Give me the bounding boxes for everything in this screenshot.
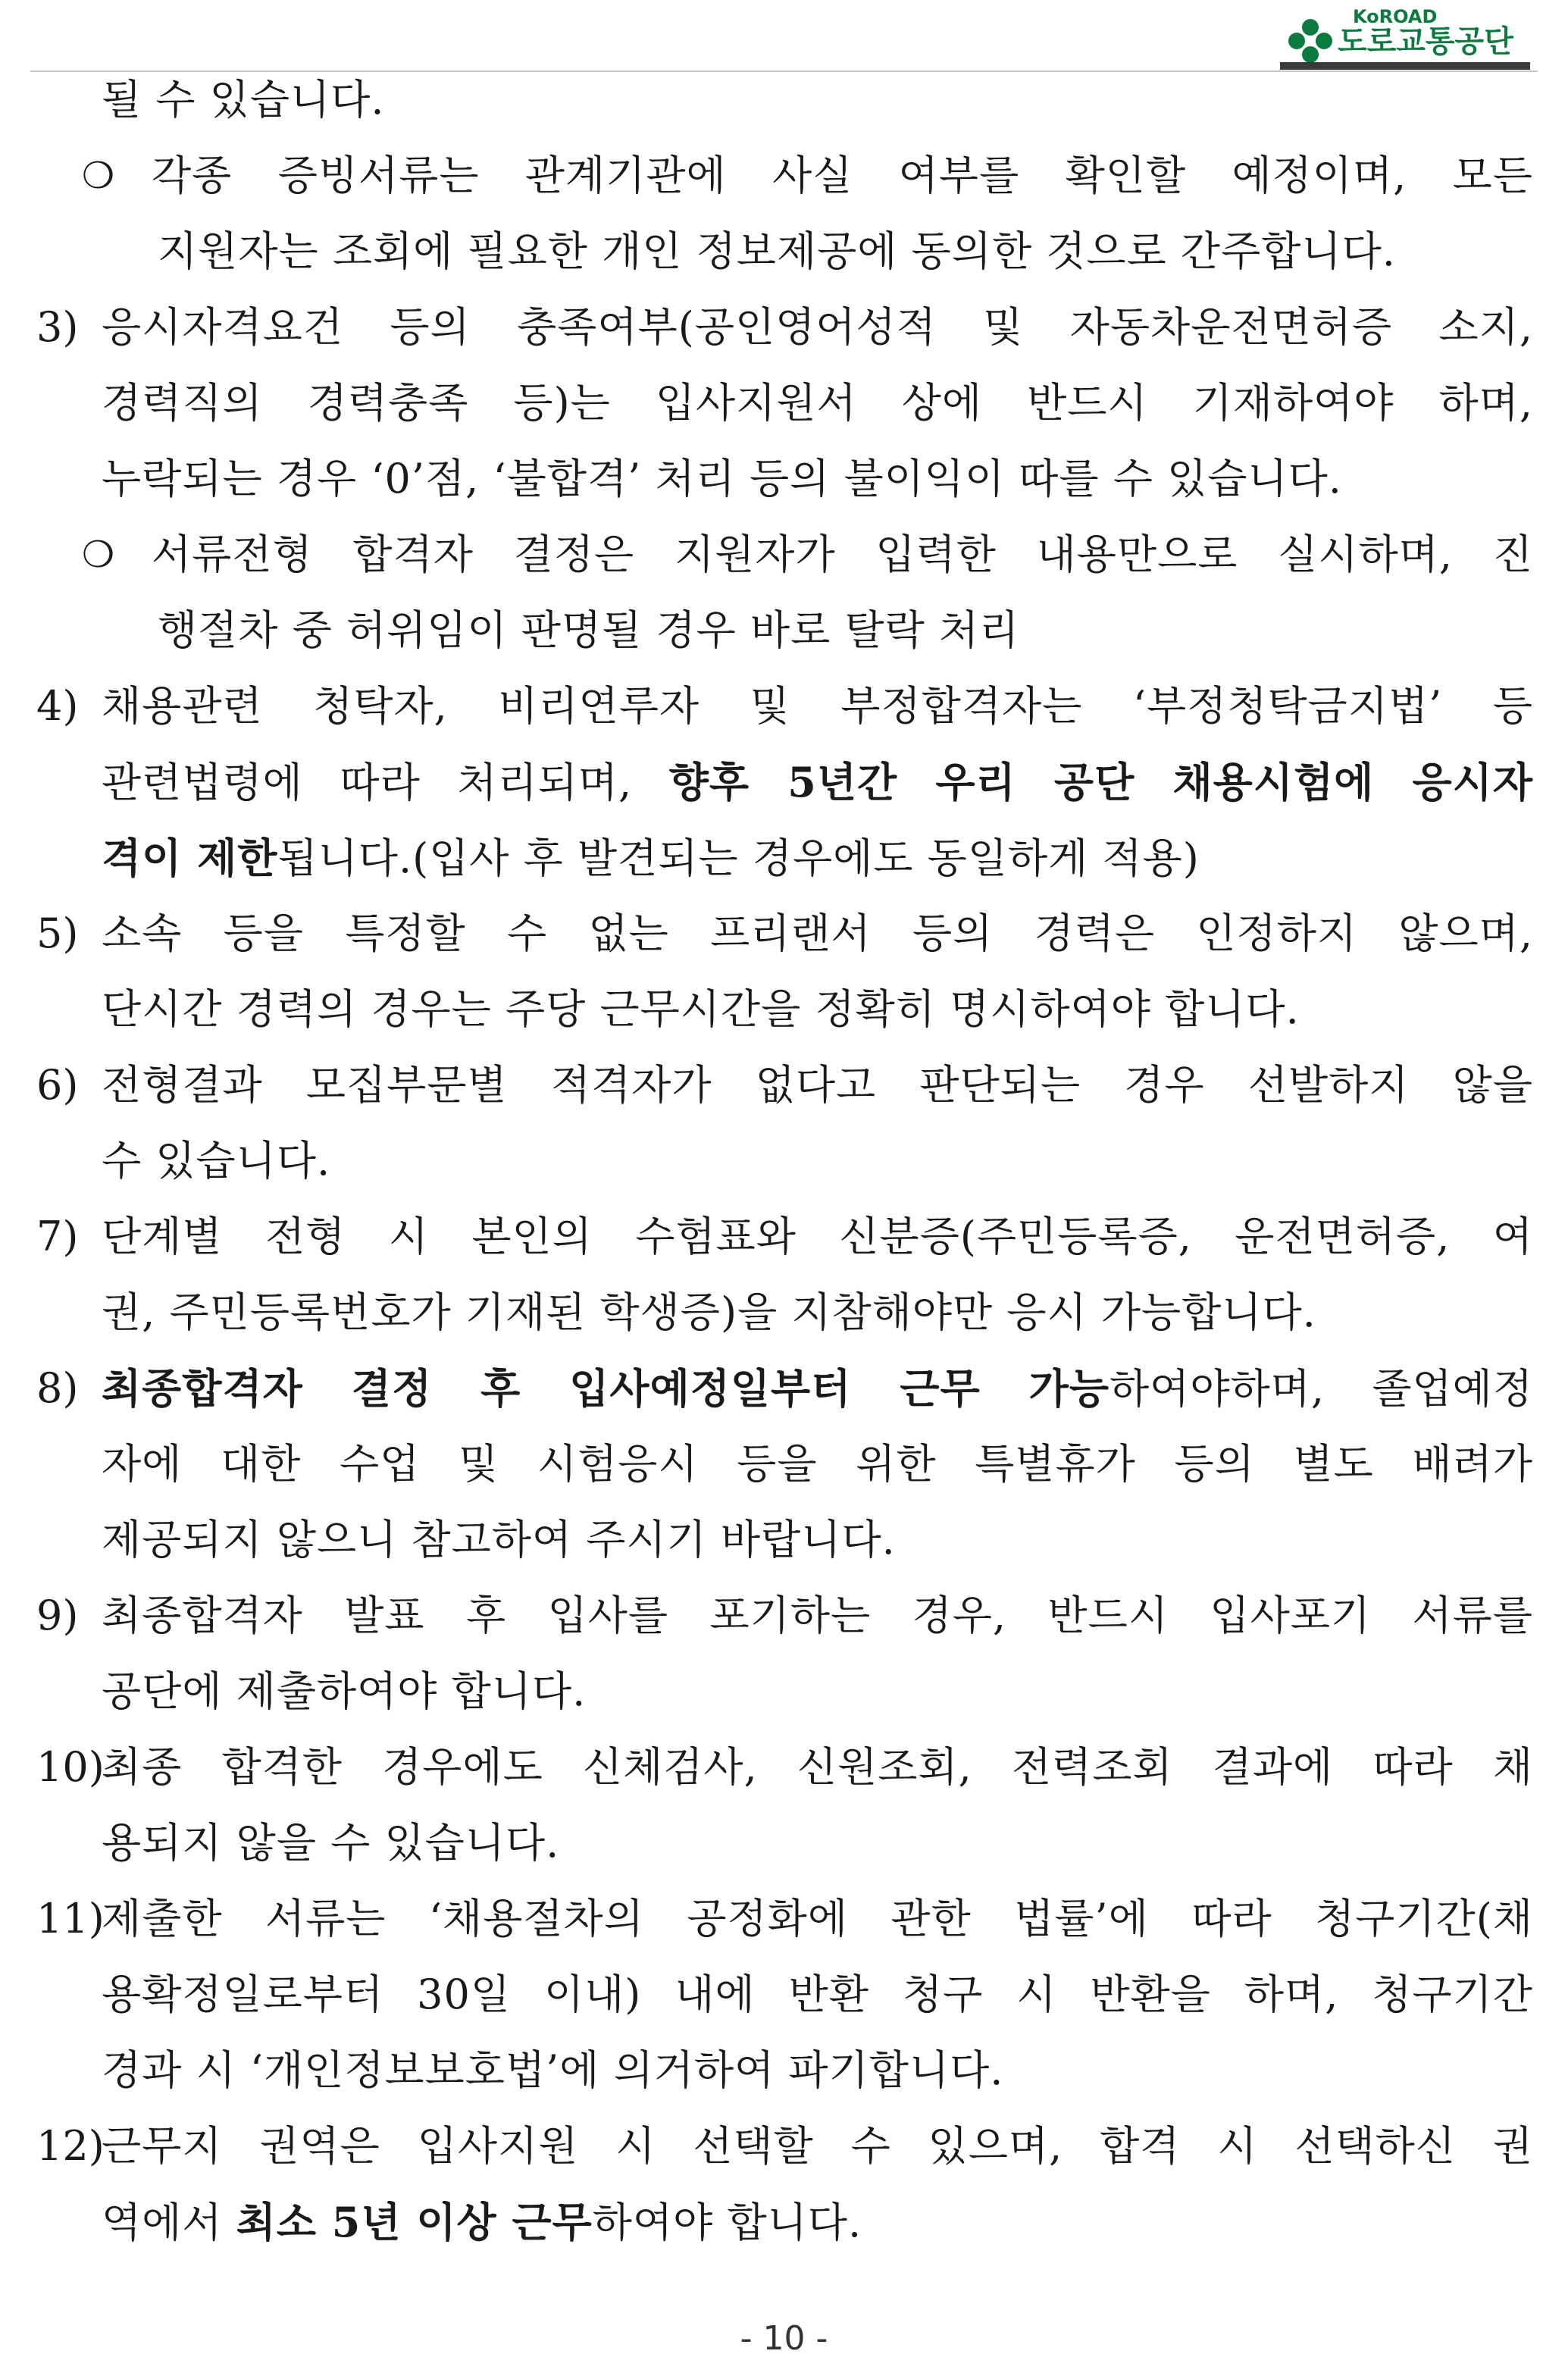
emphasized-segment: 최종합격자 결정 후 입사예정일부터 근무 가능 [102, 1364, 1109, 1413]
text-line [36, 1578, 1533, 1654]
line-text [102, 744, 1533, 821]
line-segment: 용되지 않을 수 있습니다. [102, 1819, 560, 1867]
text-line [36, 1729, 1533, 1805]
emphasized-segment: 격이 제한 [102, 834, 278, 882]
line-segment: 서류전형 합격자 결정은 지원자가 입력한 내용만으로 실시하며, 진 [152, 531, 1533, 578]
line-text [102, 1351, 1533, 1427]
line-text [102, 896, 1533, 972]
text-line [36, 138, 1533, 214]
line-segment: 제출한 서류는 ‘채용절차의 공정화에 관한 법률’에 따라 청구기간(채 [102, 1895, 1533, 1942]
document-body [36, 62, 1533, 2260]
line-segment: 하여야하며, 졸업예정 [1109, 1365, 1533, 1413]
line-text [102, 1199, 1533, 1275]
line-text [102, 1502, 1533, 1578]
text-line [36, 2184, 1533, 2260]
item-number: 8) [36, 1364, 79, 1412]
line-text [102, 1729, 1533, 1805]
text-line [36, 1957, 1533, 2033]
text-line [36, 214, 1533, 290]
line-segment: 경과 시 ‘개인정보보호법’에 의거하여 파기합니다. [102, 2046, 1004, 2094]
line-text [158, 593, 1533, 668]
line-segment: 행절차 중 허위임이 판명될 경우 바로 탈락 처리 [158, 606, 1020, 654]
line-text [102, 62, 1533, 138]
text-line [36, 290, 1533, 365]
text-line [36, 1123, 1533, 1199]
text-line [36, 1654, 1533, 1729]
line-text [102, 972, 1533, 1047]
line-text [102, 2033, 1533, 2108]
item-number: 11) [36, 1895, 105, 1942]
text-line [36, 441, 1533, 517]
item-number: 4) [36, 682, 79, 730]
text-line [36, 1502, 1533, 1578]
line-text [102, 2184, 1533, 2261]
line-text [102, 1654, 1533, 1729]
line-segment: 채용관련 청탁자, 비리연루자 및 부정합격자는 ‘부정청탁금지법’ 등 [102, 682, 1533, 730]
text-line [36, 820, 1533, 896]
line-segment: 제공되지 않으니 참고하여 주시기 바랍니다. [102, 1516, 896, 1564]
clover-logo-icon [1280, 5, 1530, 68]
line-text [102, 2108, 1533, 2184]
circle-bullet-icon: ❍ [82, 534, 115, 576]
line-text [102, 441, 1533, 517]
text-line [36, 1047, 1533, 1123]
koroad-logo [1280, 5, 1530, 68]
page-number: - 10 - [740, 2319, 828, 2358]
line-segment: 각종 증빙서류는 관계기관에 사실 여부를 확인할 예정이며, 모든 [152, 152, 1533, 199]
line-segment: 권, 주민등록번호가 기재된 학생증)을 지참해야만 응시 가능합니다. [102, 1288, 1316, 1336]
line-text [102, 1881, 1533, 1957]
text-line [36, 2108, 1533, 2184]
line-text [102, 1957, 1533, 2033]
line-segment: 지원자는 조회에 필요한 개인 정보제공에 동의한 것으로 간주합니다. [158, 227, 1396, 275]
line-segment: 소속 등을 특정할 수 없는 프리랜서 등의 경력은 인정하지 않으며, [102, 909, 1533, 957]
line-segment: 응시자격요건 등의 충족여부(공인영어성적 및 자동차운전면허증 소지, [102, 303, 1533, 351]
emphasized-segment: 최소 5년 이상 근무 [236, 2198, 593, 2246]
item-number: 12) [36, 2122, 105, 2170]
line-text [102, 820, 1533, 897]
line-text [102, 1047, 1533, 1123]
line-segment: 근무지 권역은 입사지원 시 선택할 수 있으며, 합격 시 선택하신 권 [102, 2122, 1533, 2170]
logo-english: KoROAD [1353, 6, 1438, 27]
text-line [36, 1426, 1533, 1502]
item-number: 9) [36, 1592, 79, 1639]
text-line [36, 1881, 1533, 1957]
line-text [102, 1123, 1533, 1199]
line-segment: 단시간 경력의 경우는 주당 근무시간을 정확히 명시하여야 합니다. [102, 985, 1300, 1033]
text-line [36, 1199, 1533, 1275]
item-number: 10) [36, 1743, 105, 1791]
line-segment: 됩니다.(입사 후 발견되는 경우에도 동일하게 적용) [277, 834, 1200, 882]
line-segment: 최종 합격한 경우에도 신체검사, 신원조회, 전력조회 결과에 따라 채 [102, 1743, 1533, 1791]
line-segment: 공단에 제출하여야 합니다. [102, 1667, 587, 1715]
text-line [36, 744, 1533, 820]
text-line [36, 593, 1533, 668]
text-line [36, 1351, 1533, 1426]
line-segment: 하여야 합니다. [592, 2199, 862, 2246]
text-line [36, 1275, 1533, 1351]
text-line [36, 972, 1533, 1047]
line-text [102, 1426, 1533, 1502]
line-segment: 누락되는 경우 ‘0’점, ‘불합격’ 처리 등의 불이익이 따를 수 있습니다. [102, 455, 1342, 502]
line-segment: 수 있습니다. [102, 1137, 331, 1185]
line-text [102, 1805, 1533, 1881]
item-number: 7) [36, 1213, 79, 1260]
text-line [36, 517, 1533, 593]
line-text [102, 365, 1533, 441]
text-line [36, 2033, 1533, 2108]
circle-bullet-icon: ❍ [82, 155, 115, 197]
line-segment: 최종합격자 발표 후 입사를 포기하는 경우, 반드시 입사포기 서류를 [102, 1592, 1533, 1639]
line-text [152, 138, 1533, 214]
line-segment: 자에 대한 수업 및 시험응시 등을 위한 특별휴가 등의 별도 배려가 [102, 1440, 1533, 1488]
line-text [102, 290, 1533, 365]
text-line [36, 896, 1533, 972]
line-segment: 관련법령에 따라 처리되며, [102, 759, 669, 806]
line-text [102, 1275, 1533, 1351]
line-text [102, 668, 1533, 744]
line-text [152, 517, 1533, 593]
line-segment: 될 수 있습니다. [102, 76, 385, 124]
line-text [158, 214, 1533, 290]
item-number: 3) [36, 303, 79, 351]
line-segment: 역에서 [102, 2199, 236, 2246]
text-line [36, 62, 1533, 138]
text-line [36, 365, 1533, 441]
emphasized-segment: 향후 5년간 우리 공단 채용시험에 응시자 [668, 758, 1533, 806]
item-number: 6) [36, 1061, 79, 1109]
logo-korean: 도로교통공단 [1338, 24, 1513, 59]
text-line [36, 668, 1533, 744]
item-number: 5) [36, 909, 79, 957]
line-segment: 단계별 전형 시 본인의 수험표와 신분증(주민등록증, 운전면허증, 여 [102, 1213, 1533, 1260]
line-segment: 경력직의 경력충족 등)는 입사지원서 상에 반드시 기재하여야 하며, [102, 379, 1533, 427]
text-line [36, 1805, 1533, 1881]
line-segment: 전형결과 모집부문별 적격자가 없다고 판단되는 경우 선발하지 않을 [102, 1061, 1533, 1109]
line-segment: 용확정일로부터 30일 이내) 내에 반환 청구 시 반환을 하며, 청구기간 [102, 1971, 1533, 2018]
line-text [102, 1578, 1533, 1654]
